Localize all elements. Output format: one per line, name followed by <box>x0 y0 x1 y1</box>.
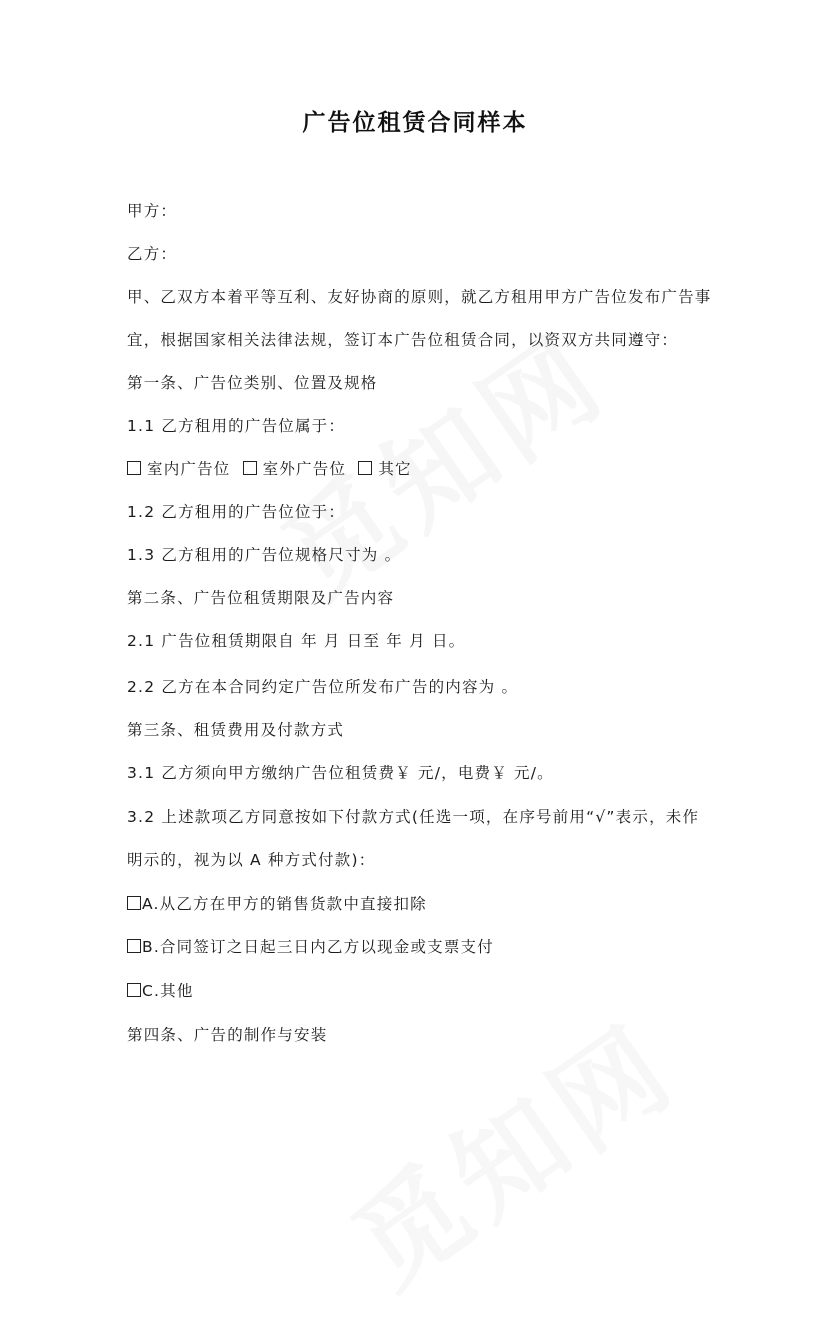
watermark-bottom <box>317 981 703 1317</box>
party-a-label: 甲方： <box>127 202 178 220</box>
payment-option-c <box>127 981 194 1001</box>
clause-1-1: 1.1 乙方租用的广告位属于： <box>127 417 346 435</box>
payment-option-a <box>127 894 427 914</box>
clause-3-1: 3.1 乙方须向甲方缴纳广告位租赁费￥ 元/，电费￥ 元/。 <box>127 764 554 782</box>
option-a-label: A.从乙方在甲方的销售货款中直接扣除 <box>142 895 427 913</box>
option-c-label: C.其他 <box>142 982 194 1000</box>
intro-line-1: 甲、乙双方本着平等互利、友好协商的原则，就乙方租用甲方广告位发布广告事 <box>127 288 712 306</box>
checkbox-indoor[interactable] <box>127 461 141 475</box>
payment-option-b <box>127 937 494 957</box>
option-b-label: B.合同签订之日起三日内乙方以现金或支票支付 <box>142 938 494 956</box>
checkbox-option-a[interactable] <box>127 896 141 910</box>
option-outdoor-label: 室外广告位 <box>262 460 347 478</box>
party-b-label: 乙方： <box>127 245 178 263</box>
article-1-heading: 第一条、广告位类别、位置及规格 <box>127 374 378 392</box>
checkbox-option-b[interactable] <box>127 939 141 953</box>
clause-1-2: 1.2 乙方租用的广告位位于： <box>127 503 346 521</box>
checkbox-other[interactable] <box>358 461 372 475</box>
checkbox-outdoor[interactable] <box>243 461 257 475</box>
intro-line-2: 宜，根据国家相关法律法规，签订本广告位租赁合同，以资双方共同遵守： <box>127 331 679 349</box>
clause-3-2-line-1: 3.2 上述款项乙方同意按如下付款方式(任选一项，在序号前用“√”表示，未作 <box>127 808 700 826</box>
clause-1-1-options <box>127 459 418 479</box>
article-4-heading: 第四条、广告的制作与安装 <box>127 1026 328 1044</box>
option-other-label: 其它 <box>378 460 412 478</box>
clause-1-3: 1.3 乙方租用的广告位规格尺寸为 。 <box>127 546 402 564</box>
clause-2-1: 2.1 广告位租赁期限自 年 月 日至 年 月 日。 <box>127 632 466 650</box>
article-3-heading: 第三条、租赁费用及付款方式 <box>127 721 345 739</box>
option-indoor-label: 室内广告位 <box>147 460 231 478</box>
checkbox-option-c[interactable] <box>127 983 141 997</box>
document-title: 广告位租赁合同样本 <box>302 110 528 136</box>
clause-2-2: 2.2 乙方在本合同约定广告位所发布广告的内容为 。 <box>127 678 519 696</box>
clause-3-2-line-2: 明示的，视为以 A 种方式付款)： <box>127 851 376 869</box>
article-2-heading: 第二条、广告位租赁期限及广告内容 <box>127 589 395 607</box>
